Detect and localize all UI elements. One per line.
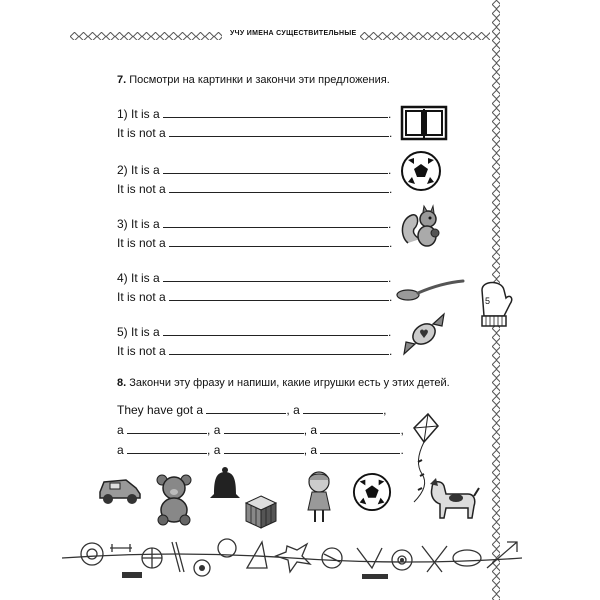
header-border-left [70,32,222,40]
answer-blank[interactable] [320,422,400,434]
connector-a: a [213,423,221,437]
item-number: 1) [117,107,128,121]
task-7-number: 7. [117,74,127,86]
item-phrase: It is not a [117,126,166,140]
task-8-line-3: a , a , a . [117,443,404,457]
answer-blank[interactable] [163,216,388,228]
item-phrase: It is not a [117,344,166,358]
toy-car-icon [96,470,144,506]
diamond-ornament [486,32,490,40]
task-8-line-2: a , a , a , [117,423,404,437]
connector-a: a [117,443,124,457]
book-icon [400,105,448,141]
task-7-item-line-2: It is not a . [117,182,393,196]
answer-blank[interactable] [163,162,388,174]
answer-blank[interactable] [320,442,400,454]
item-phrase: It is not a [117,182,166,196]
soccer-ball-icon [400,150,442,192]
task-7-text: Посмотри на картинки и закончи эти предложения. [129,74,390,86]
task-7-item-line-1: 2) It is a . [117,163,392,177]
answer-blank[interactable] [127,422,207,434]
answer-blank[interactable] [169,289,389,301]
item-phrase: It is a [131,325,160,339]
task-7-item-line-1: 5) It is a . [117,325,392,339]
candy-icon [400,310,448,358]
doll-icon [304,470,334,526]
answer-blank[interactable] [169,125,389,137]
task-7-item-line-2: It is not a . [117,126,393,140]
answer-blank[interactable] [127,442,207,454]
mitten-page-number-icon [474,276,514,328]
task-8-phrase: They have got a [117,403,204,417]
answer-blank[interactable] [224,422,304,434]
diamond-ornament [214,32,222,40]
header-border-right [360,32,490,40]
connector-a: a [213,443,221,457]
item-phrase: It is a [131,217,160,231]
answer-blank[interactable] [169,181,389,193]
item-phrase: It is a [131,107,160,121]
answer-blank[interactable] [163,106,388,118]
answer-blank[interactable] [206,402,286,414]
task-7-item-line-1: 4) It is a . [117,271,392,285]
task-7-item-line-2: It is not a . [117,290,393,304]
page-header-title: УЧУ ИМЕНА СУЩЕСТВИТЕЛЬНЫЕ [230,30,357,37]
answer-blank[interactable] [169,343,389,355]
sports-doodle-border [62,528,522,590]
item-number: 2) [117,163,128,177]
squirrel-icon [398,203,446,251]
task-8-line-1: They have got a , a , [117,403,387,417]
connector-a: a [117,423,124,437]
item-phrase: It is a [131,271,160,285]
connector-a: a [310,423,318,437]
task-7-instruction [117,74,390,86]
answer-blank[interactable] [163,270,388,282]
task-8-text: Закончи эту фразу и напиши, какие игрушки есть у этих детей. [129,377,450,389]
task-7-item-line-2: It is not a . [117,344,393,358]
task-7-item-line-1: 3) It is a . [117,217,392,231]
answer-blank[interactable] [169,235,389,247]
soccer-ball-icon [352,472,392,512]
answer-blank[interactable] [163,324,388,336]
connector-a: a [293,403,300,417]
item-phrase: It is a [131,163,160,177]
spoon-icon [396,275,466,305]
item-number: 4) [117,271,128,285]
bell-icon [208,466,242,502]
answer-blank[interactable] [303,402,383,414]
item-phrase: It is not a [117,236,166,250]
item-phrase: It is not a [117,290,166,304]
connector-a: a [310,443,318,457]
teddy-bear-icon [152,472,196,526]
rubiks-cube-icon [244,494,278,530]
answer-blank[interactable] [224,442,304,454]
diamond-ornament [492,594,500,600]
item-number: 5) [117,325,128,339]
task-7-item-line-2: It is not a . [117,236,393,250]
task-7-item-line-1: 1) It is a . [117,107,392,121]
page-number: 5 [485,296,491,306]
task-8-number: 8. [117,377,127,389]
item-number: 3) [117,217,128,231]
toy-dog-icon [424,476,480,520]
task-8-instruction [117,377,450,389]
